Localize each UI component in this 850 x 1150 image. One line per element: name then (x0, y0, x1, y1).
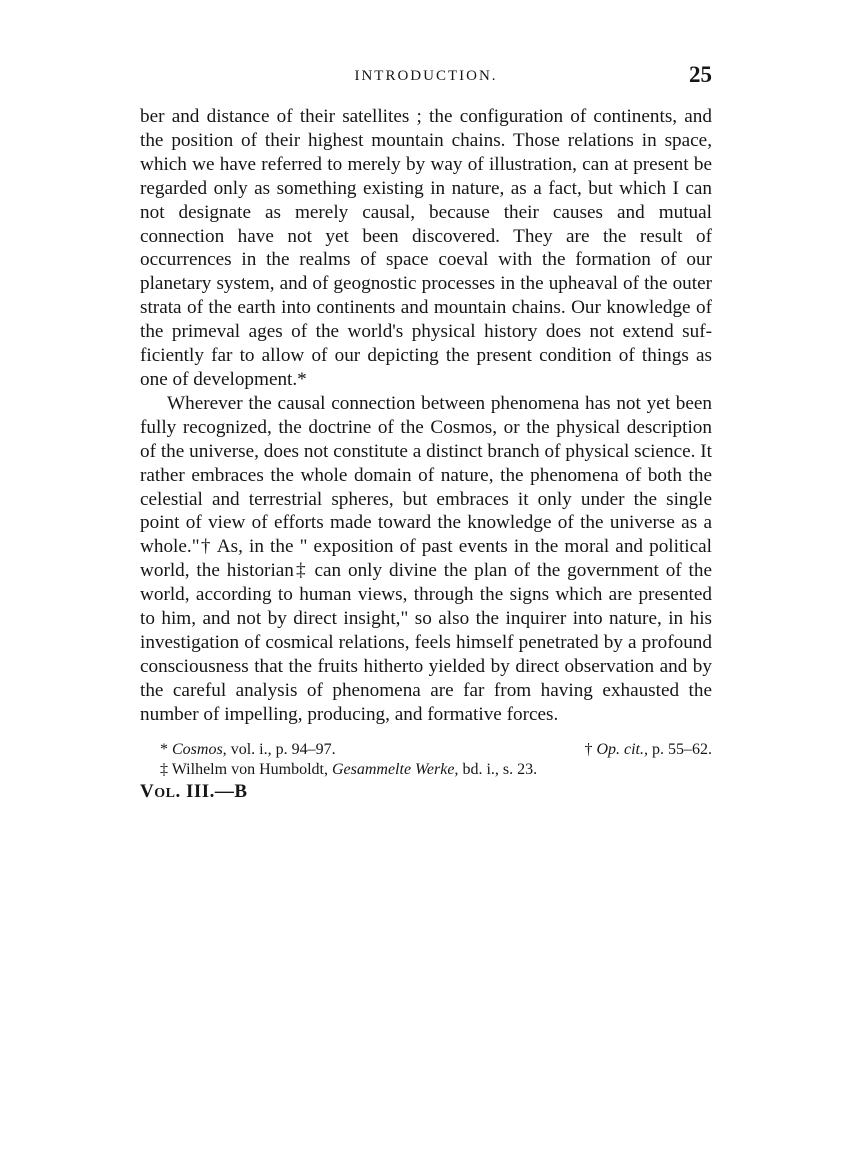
paragraph: Wherever the causal connection between phenomena has not yet been fully recognized, the doctrine of the Cosmos, or the physical description of the universe, does not constitute a distinct branch of physical science. It rather embraces the whole domain of nature, the phenomena of both the celestial and terrestrial spheres, but embraces it only under the single point of view of efforts made toward the knowledge of the universe as a whole."† As, in the " exposition of past events in the moral and political world, the historian‡ can only divine the plan of the government of the world, according to human views, through the signs which are presented to him, and not by direct insight," so also the inquirer into nature, in his investigation of cosmical relations, feels himself penetrated by a profound consciousness that the fruits hitherto yielded by direct observation and by the careful analysis of phenomena are far from having exhausted the number of impelling, producing, and formative forces. (140, 392, 712, 725)
signature-v: V (140, 780, 155, 802)
running-head: INTRODUCTION. (354, 68, 498, 84)
footnote-title: Op. cit., (596, 740, 648, 758)
book-page (140, 62, 712, 803)
footnote-author: Wilhelm von Humboldt, (171, 760, 328, 778)
signature-mark (140, 781, 712, 803)
footnote-mark: ‡ (160, 760, 168, 778)
body-text (140, 105, 712, 727)
signature-rest: . III.—B (175, 780, 248, 802)
footnote-2 (584, 740, 712, 760)
footnote-row (140, 740, 712, 760)
page-number: 25 (689, 62, 712, 87)
page-header (140, 62, 712, 92)
footnote-mark: † (584, 740, 593, 758)
footnote-3 (140, 760, 712, 780)
paragraph-continued: ber and distance of their satellites ; the configuration of continents, and the position of their highest mountain chains. Those relations in space, which we have referred to merely by way of illustration, can at present be regarded only as something existing in nature, as a fact, but which I can not designate as merely causal, because their causes and mutual connection have not yet been discovered. They are the result of occurrences in the realms of space coeval with the formation of our planetary system, and of geognostic processes in the upheaval of the outer strata of the earth into continents and mountain chains. Our knowledge of the primeval ages of the world's physical history does not extend sufficiently far to allow of our depicting the present condition of things as one of development.* (140, 106, 712, 390)
footnote-reference: p. 55–62. (652, 740, 712, 758)
footnotes (140, 740, 712, 780)
footnote-reference: bd. i., s. 23. (462, 760, 538, 778)
signature-ol: OL (154, 785, 176, 801)
footnote-title: Cosmos, (172, 740, 227, 758)
footnote-reference: vol. i., p. 94–97. (230, 740, 336, 758)
footnote-title: Gesammelte Werke, (331, 760, 459, 778)
footnote-mark: * (160, 740, 168, 758)
footnote-1 (140, 740, 336, 760)
